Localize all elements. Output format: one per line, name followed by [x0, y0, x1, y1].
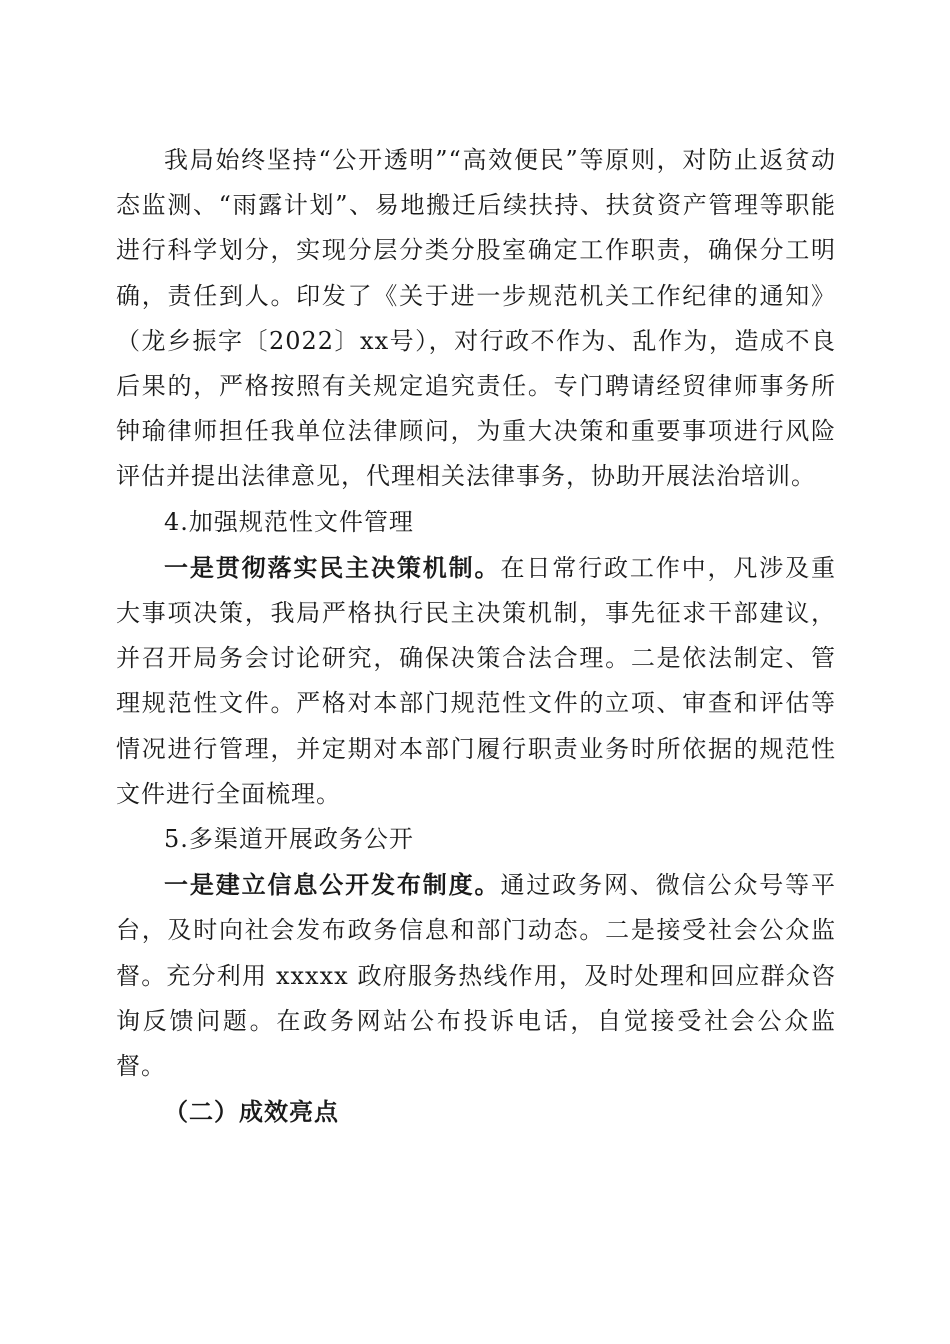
paragraph-decision-mechanism	[116, 545, 836, 817]
heading-4: 4.加强规范性文件管理	[164, 507, 414, 536]
paragraph-principles: 我局始终坚持“公开透明”“高效便民”等原则，对防止返贫动态监测、“雨露计划”、易地搬迁后续扶持、扶贫资产管理等职能进行科学划分，实现分层分类分股室确定工作职责，确保分工明确，责任到人。印发了《关于进一步规范机关工作纪律的通知》（龙乡振字〔2022〕xx号），对行政不作为、乱作为，造成不良后果的，严格按照有关规定追究责任。专门聘请经贸律师事务所钟瑜律师担任我单位法律顾问，为重大决策和重要事项进行风险评估并提出法律意见，代理相关法律事务，协助开展法治培训。	[116, 146, 836, 491]
paragraph-body: 在日常行政工作中，凡涉及重大事项决策，我局严格执行民主决策机制，事先征求干部建议，并召开局务会讨论研究，确保决策合法合理。二是依法制定、管理规范性文件。严格对本部门规范性文件的立项、审查和评估等情况进行管理，并定期对本部门履行职责业务时所依据的规范性文件进行全面梳理。	[116, 553, 837, 808]
document-page	[116, 138, 836, 1134]
paragraph-lead: 一是贯彻落实民主决策机制。	[164, 552, 501, 582]
heading-5: 5.多渠道开展政务公开	[164, 825, 414, 854]
section-heading-2: （二）成效亮点	[164, 1097, 339, 1127]
paragraph-info-disclosure	[116, 862, 836, 1089]
paragraph-body: 通过政务网、微信公众号等平台，及时向社会发布政务信息和部门动态。二是接受社会公众监督。充分利用 xxxxx 政府服务热线作用，及时处理和回应群众咨询反馈问题。在政务网站公布投诉电话，自觉接受社会公众监督。	[116, 871, 837, 1081]
paragraph-lead: 一是建立信息公开发布制度。	[164, 870, 501, 900]
